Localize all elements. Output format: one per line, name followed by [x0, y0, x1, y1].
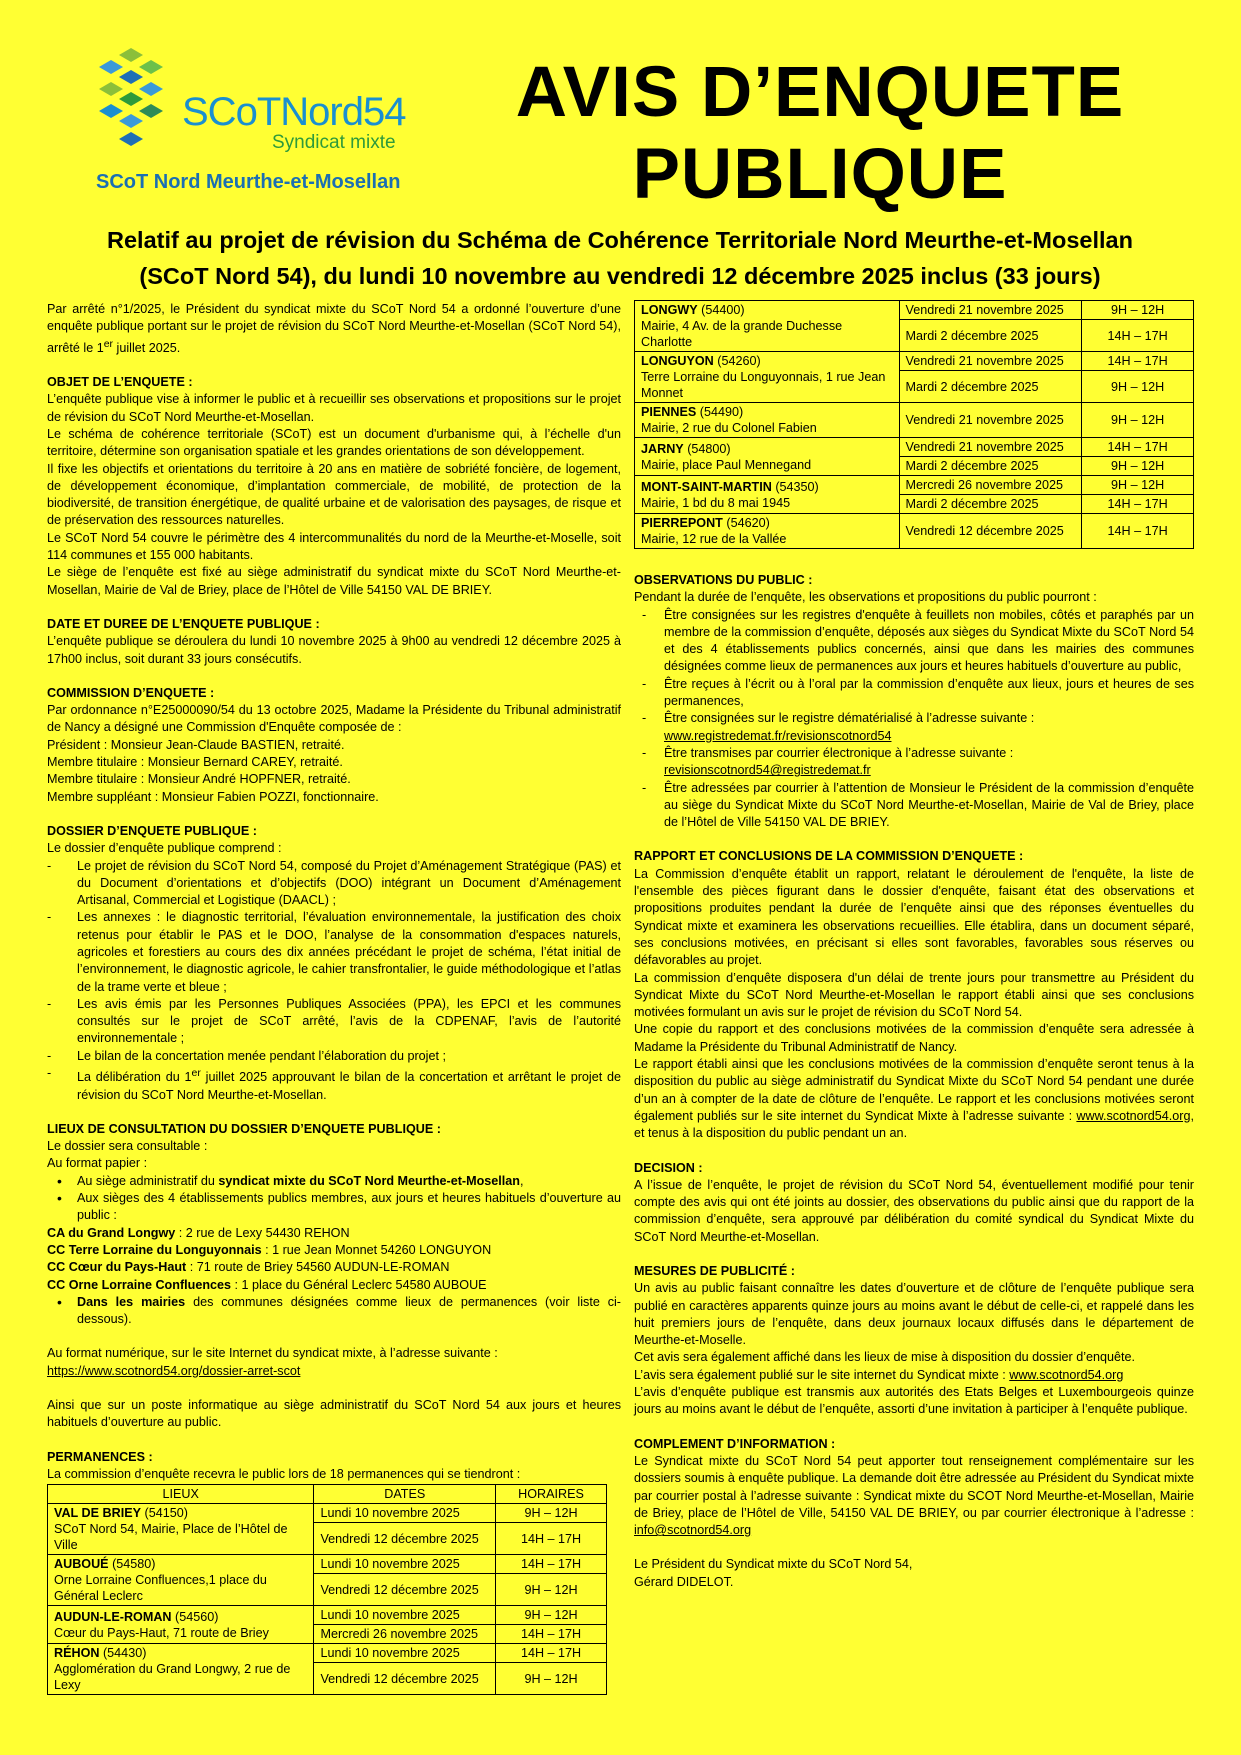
list-item: • Aux sièges des 4 établissements publics membres, aux jours et heures habituels d’ouverture au public : [47, 1190, 621, 1225]
dossier-i5-sup: er [191, 1067, 201, 1080]
lieu-cell [635, 301, 900, 352]
epci-4 [47, 1277, 621, 1294]
horaire-cell: 14H – 17H [1082, 320, 1194, 352]
table-row [48, 1606, 607, 1625]
scot-logo-icon [96, 48, 191, 158]
scot-website-link[interactable]: www.scotnord54.org [1076, 1108, 1191, 1123]
logo-caption: SCoT Nord Meurthe-et-Mosellan [96, 171, 401, 193]
date-cell: Vendredi 21 novembre 2025 [899, 438, 1082, 457]
logo-subtitle: Syndicat mixte [272, 132, 396, 153]
commission-member-1: Président : Monsieur Jean-Claude BASTIEN, retraité. [47, 737, 345, 752]
horaire-cell: 9H – 12H [1082, 371, 1194, 403]
date-cell: Vendredi 12 décembre 2025 [314, 1523, 496, 1555]
rapport-p4 [634, 1056, 1194, 1142]
lieux-b3-bold: Dans les mairies [77, 1294, 186, 1309]
lieu-name: RÉHON [54, 1646, 100, 1660]
dossier-i5-text-end: juillet 2025 approuvant le bilan de la concertation et arrêtant le projet de révision du SCoT Nord Meurthe-et-Mosellan. [77, 1070, 621, 1102]
dossier-heading: DOSSIER D’ENQUETE PUBLIQUE : [47, 823, 257, 838]
lieux-p2: Au format papier : [47, 1156, 148, 1171]
lieu-name: VAL DE BRIEY [54, 1506, 142, 1520]
table-row [48, 1644, 607, 1663]
date-p1: L’enquête publique se déroulera du lundi 10 novembre 2025 à 9h00 au vendredi 12 décembre 2025 à 17h00 inclus, soit durant 33 jours consécutifs. [47, 634, 621, 666]
obs-o4-text: Être transmises par courrier électronique à l’adresse suivante : [664, 745, 1014, 760]
lieu-address: Mairie, 12 rue de la Vallée [641, 532, 787, 546]
dossier-list [47, 858, 621, 1104]
epci-1-name: CA du Grand Longwy [47, 1225, 176, 1240]
observations-list [634, 607, 1194, 832]
permanences-table-left [47, 1484, 607, 1695]
logo-name: SCoTNord54 [182, 90, 406, 134]
list-item [47, 1294, 621, 1329]
horaire-cell: 9H – 12H [496, 1504, 607, 1523]
lieu-cell [48, 1606, 314, 1644]
lieu-address: Cœur du Pays-Haut, 71 route de Briey [54, 1625, 269, 1640]
lieu-code: (54430) [99, 1646, 147, 1660]
lieu-code: (54350) [771, 479, 819, 494]
list-item: - Être adressées par courrier à l’attention de Monsieur le Président de la commission d’enquête au siège du Syndicat Mixte du SCoT Nord Meurthe-et-Mosellan, Mairie de Val de Briey, place de l’Hôtel de Ville 54150 VAL DE BRIEY. [634, 780, 1194, 832]
date-cell: Vendredi 12 décembre 2025 [899, 514, 1082, 549]
registre-email-link[interactable]: revisionscotnord54@registredemat.fr [664, 763, 871, 778]
lieu-name: LONGUYON [641, 354, 714, 368]
lieu-address: Mairie, 1 bd du 8 mai 1945 [641, 495, 791, 510]
objet-p1: L’enquête publique vise à informer le public et à recueillir ses observations et propositions sur le projet de révision du SCoT Nord Meurthe-et-Mosellan. [47, 392, 621, 424]
lieu-code: (54620) [722, 516, 770, 530]
signature-line-2: Gérard DIDELOT. [634, 1574, 734, 1589]
lieux-list-2 [47, 1294, 621, 1329]
lieu-name: PIENNES [641, 405, 697, 419]
rapport-heading: RAPPORT ET CONCLUSIONS DE LA COMMISSION D’ENQUETE : [634, 849, 1024, 864]
lieu-cell [48, 1555, 314, 1606]
horaire-cell: 9H – 12H [1082, 403, 1194, 438]
publicite-p3 [634, 1367, 1194, 1384]
table-row [48, 1555, 607, 1574]
dossier-link[interactable]: https://www.scotnord54.org/dossier-arret-scot [47, 1363, 301, 1378]
list-item [634, 745, 1194, 780]
lieu-code: (54400) [697, 303, 745, 317]
horaire-cell: 14H – 17H [496, 1555, 607, 1574]
title-line-2: PUBLIQUE [632, 135, 1008, 214]
right-column [634, 572, 1194, 1591]
date-cell: Vendredi 21 novembre 2025 [899, 352, 1082, 371]
date-cell: Mercredi 26 novembre 2025 [314, 1625, 496, 1644]
lieu-address: Mairie, 2 rue du Colonel Fabien [641, 421, 817, 435]
lieu-code: (54800) [683, 441, 731, 456]
page-title [440, 52, 1200, 216]
date-cell: Lundi 10 novembre 2025 [314, 1555, 496, 1574]
epci-4-name: CC Orne Lorraine Confluences [47, 1277, 232, 1292]
decision-p1: A l’issue de l’enquête, le projet de révision du SCoT Nord 54, éventuellement modifié pour tenir compte des avis qui ont été joints au dossier, des observations du public ainsi que du rapport de la commission d’enquête, sera approuvé par délibération du comité syndical du Syndicat Mixte du SCoT Nord Meurthe-et-Mosellan. [634, 1177, 1194, 1244]
lieux-numerique: Au format numérique, sur le site Internet du syndicat mixte, à l’adresse suivante : [47, 1346, 498, 1361]
commission-member-4: Membre suppléant : Monsieur Fabien POZZI, fonctionnaire. [47, 789, 379, 804]
epci-1-address: : 2 rue de Lexy 54430 REHON [175, 1225, 350, 1240]
complement-text: Le Syndicat mixte du SCoT Nord 54 peut apporter tout renseignement complémentaire sur les dossiers soumis à enquête publique. La demande doit être adressée au Président du Syndicat mixte par courrier postal à l’adresse suivante : Syndicat mixte du SCOT Nord Meurthe-et-Mosellan, Mairie de Briey, place de l’Hôtel de Ville, 54150 VAL DE BRIEY, ou par courrier électronique à l’adresse : [634, 1453, 1194, 1520]
horaire-cell: 14H – 17H [1082, 438, 1194, 457]
objet-heading: OBJET DE L’ENQUETE : [47, 375, 193, 390]
complement-heading: COMPLEMENT D’INFORMATION : [634, 1436, 836, 1451]
lieu-name: LONGWY [641, 303, 698, 317]
list-item [47, 1173, 621, 1190]
horaire-cell: 14H – 17H [1082, 514, 1194, 549]
objet-p2: Le schéma de cohérence territoriale (SCoT) est un document d'urbanisme qui, à l’échelle d'un territoire, détermine son organisation spatiale et les grandes orientations de son développement. [47, 426, 621, 459]
table-row [635, 403, 1194, 438]
publicite-p4: L’avis d’enquête publique est transmis aux autorités des Etats Belges et Luxembourgeois quinze jours au moins avant le début de l’enquête, assorti d’une invitation à participer à l’enquête publique. [634, 1385, 1194, 1417]
horaire-cell: 14H – 17H [496, 1523, 607, 1555]
subtitle-line-1: Relatif au projet de révision du Schéma de Cohérence Territoriale Nord Meurthe-et-Mosellan [107, 227, 1133, 253]
commission-p1: Par ordonnance n°E25000090/54 du 13 octobre 2025, Madame la Présidente du Tribunal administratif de Nancy a désigné une Commission d'Enquête composée de : [47, 703, 621, 735]
horaire-cell: 9H – 12H [1082, 457, 1194, 476]
epci-4-address: : 1 place du Général Leclerc 54580 AUBOUE [231, 1277, 487, 1292]
table-row [635, 438, 1194, 457]
scot-website-link[interactable]: www.scotnord54.org [1009, 1367, 1124, 1382]
dossier-intro: Le dossier d’enquête publique comprend : [47, 841, 282, 856]
date-cell: Vendredi 12 décembre 2025 [314, 1574, 496, 1606]
observations-heading: OBSERVATIONS DU PUBLIC : [634, 573, 813, 587]
date-cell: Mardi 2 décembre 2025 [899, 457, 1082, 476]
lieu-code: (54150) [141, 1506, 188, 1520]
horaire-cell: 9H – 12H [1082, 301, 1194, 320]
horaire-cell: 9H – 12H [496, 1663, 607, 1695]
epci-2-name: CC Terre Lorraine du Longuyonnais [47, 1242, 262, 1257]
objet-p5: Le siège de l’enquête est fixé au siège administratif du syndicat mixte du SCoT Nord Meurthe-et-Mosellan, Mairie de Val de Briey, place de l’Hôtel de Ville 54150 VAL DE BRIEY. [47, 565, 621, 597]
subtitle-line-2: (SCoT Nord 54), du lundi 10 novembre au vendredi 12 décembre 2025 inclus (33 jours) [139, 263, 1101, 289]
publicite-p2: Cet avis sera également affiché dans les lieux de mise à disposition du dossier d’enquête. [634, 1350, 1136, 1365]
lieu-name: PIERREPONT [641, 516, 723, 530]
permanences-table-right [634, 300, 1194, 549]
date-cell: Vendredi 21 novembre 2025 [899, 403, 1082, 438]
lieu-name: JARNY [641, 441, 684, 456]
lieu-cell [635, 403, 900, 438]
date-cell: Mardi 2 décembre 2025 [899, 320, 1082, 352]
lieu-cell [48, 1644, 314, 1695]
date-cell: Mardi 2 décembre 2025 [899, 371, 1082, 403]
date-cell: Lundi 10 novembre 2025 [314, 1644, 496, 1663]
epci-1 [47, 1225, 621, 1242]
horaire-cell: 9H – 12H [496, 1574, 607, 1606]
lieu-code: (54260) [713, 354, 761, 368]
date-cell: Lundi 10 novembre 2025 [314, 1504, 496, 1523]
publicite-heading: MESURES DE PUBLICITÉ : [634, 1263, 795, 1278]
contact-email-link[interactable]: info@scotnord54.org [634, 1523, 752, 1538]
date-cell: Vendredi 12 décembre 2025 [314, 1663, 496, 1695]
obs-o3-text: Être consignées sur le registre dématérialisé à l’adresse suivante : [664, 711, 1035, 726]
list-item: - Les annexes : le diagnostic territorial, l’évaluation environnementale, la justification des choix retenus pour établir le PAS et le DOO, l’analyse de la consommation d'espaces naturels, agricoles et forestiers au cours des dix années précédant le projet de schéma, l’état initial de l’environnement, le diagnostic agricole, le cahier transfrontalier, le guide méthodologique et l’atlas de la trame verte et bleue ; [47, 909, 621, 995]
horaire-cell: 14H – 17H [1082, 495, 1194, 514]
lieu-cell [635, 352, 900, 403]
lieu-address: Mairie, place Paul Mennegand [641, 457, 812, 472]
lieux-b1-end: , [520, 1173, 524, 1188]
lieu-code: (54490) [696, 405, 744, 419]
observations-intro: Pendant la durée de l’enquête, les observations et propositions du public pourront : [634, 590, 1097, 605]
subtitle [40, 222, 1200, 294]
lieu-address: SCoT Nord 54, Mairie, Place de l’Hôtel de Ville [54, 1522, 288, 1552]
lieu-code: (54580) [108, 1557, 156, 1571]
lieu-address: Orne Lorraine Confluences,1 place du Général Leclerc [54, 1573, 267, 1603]
lieu-name: AUDUN-LE-ROMAN [54, 1609, 172, 1624]
table-row [635, 514, 1194, 549]
publicite-p3-text: L’avis sera également publié sur le site internet du Syndicat mixte : [634, 1367, 1006, 1382]
intro-text-end: juillet 2025. [113, 340, 181, 355]
list-item [634, 710, 1194, 745]
date-cell: Mercredi 26 novembre 2025 [899, 476, 1082, 495]
commission-heading: COMMISSION D’ENQUETE : [47, 685, 215, 700]
table-row [635, 301, 1194, 320]
table-row [635, 352, 1194, 371]
complement-p1 [634, 1453, 1194, 1539]
lieu-address: Agglomération du Grand Longwy, 2 rue de Lexy [54, 1662, 291, 1692]
registre-link[interactable]: www.registredemat.fr/revisionscotnord54 [664, 728, 892, 743]
lieux-p1: Le dossier sera consultable : [47, 1139, 208, 1154]
lieu-cell [635, 514, 900, 549]
epci-3-address: : 71 route de Briey 54560 AUDUN-LE-ROMAN [186, 1260, 450, 1275]
lieux-b1-text: Au siège administratif du [77, 1173, 219, 1188]
table-row [48, 1504, 607, 1523]
list-item: - Le projet de révision du SCoT Nord 54, composé du Projet d’Aménagement Stratégique (PAS) et du Document d’orientations et d’objectifs (DOO) intégrant un Document d’Aménagement Artisanal, Commercial et Logistique (DAACL) ; [47, 858, 621, 910]
date-cell: Vendredi 21 novembre 2025 [899, 301, 1082, 320]
table-row [635, 476, 1194, 495]
lieu-name: MONT-SAINT-MARTIN [641, 479, 772, 494]
intro-text: Par arrêté n°1/2025, le Président du syndicat mixte du SCoT Nord 54 a ordonné l’ouverture d’une enquête publique portant sur le projet de révision du SCoT Nord Meurthe-et-Mosellan (SCoT Nord 54), arrêté le 1 [47, 302, 621, 355]
lieu-name: AUBOUÉ [54, 1557, 109, 1571]
lieux-list [47, 1173, 621, 1225]
lieux-b1-bold: syndicat mixte du SCoT Nord Meurthe-et-Mosellan [218, 1173, 520, 1188]
objet-p3: Il fixe les objectifs et orientations du territoire à 20 ans en matière de sobriété foncière, de logement, de développement économique, d’implantation commerciale, de mobilité, de protection de la biodiversité, de transition énergétique, de qualité urbaine et de valorisation des paysages, de risque et de préservation des ressources naturelles. [47, 461, 621, 528]
list-item [47, 1065, 621, 1104]
epci-3 [47, 1259, 621, 1276]
commission-member-2: Membre titulaire : Monsieur Bernard CAREY, retraité. [47, 755, 343, 770]
intro-paragraph [47, 301, 621, 357]
left-column [47, 301, 621, 1483]
lieu-cell [48, 1504, 314, 1555]
decision-heading: DECISION : [634, 1160, 703, 1175]
horaire-cell: 14H – 17H [496, 1644, 607, 1663]
col-header-horaires: HORAIRES [496, 1485, 607, 1504]
horaire-cell: 9H – 12H [496, 1606, 607, 1625]
rapport-p1: La Commission d’enquête établit un rapport, relatant le déroulement de l'enquête, la liste de l'ensemble des pièces figurant dans le dossier d'enquête, faisant état des observations et propositions produites pendant la durée de l’enquête ainsi que des réponses éventuelles du Syndicat mixte et examinera les observations recueillies. Elle établira, dans un document séparé, ses conclusions motivées, en précisant si elles sont favorables, favorables sous réserves ou défavorables au projet. [634, 866, 1194, 968]
lieux-poste: Ainsi que sur un poste informatique au siège administratif du SCoT Nord 54 aux jours et heures habituels d’ouverture au public. [47, 1398, 621, 1430]
permanences-intro: La commission d’enquête recevra le public lors de 18 permanences qui se tiendront : [47, 1466, 521, 1481]
lieu-address: Terre Lorraine du Longuyonnais, 1 rue Jean Monnet [641, 370, 886, 400]
date-cell: Lundi 10 novembre 2025 [314, 1606, 496, 1625]
horaire-cell: 14H – 17H [1082, 352, 1194, 371]
lieux-url-line [47, 1363, 621, 1380]
logo [96, 48, 416, 198]
lieu-cell [635, 438, 900, 476]
publicite-p1: Un avis au public faisant connaître les dates d’ouverture et de clôture de l’enquête publique sera publié en caractères apparents quinze jours au moins avant le début de celle-ci, et rappelé dans les huit premiers jours de l’enquête, dans deux journaux locaux diffusés dans le département de Meurthe-et-Moselle. [634, 1281, 1194, 1348]
permanences-heading: PERMANENCES : [47, 1449, 153, 1464]
lieu-address: Mairie, 4 Av. de la grande Duchesse Charlotte [641, 319, 843, 349]
epci-3-name: CC Cœur du Pays-Haut [47, 1260, 187, 1275]
commission-member-3: Membre titulaire : Monsieur André HOPFNER, retraité. [47, 772, 351, 787]
lieux-heading: LIEUX DE CONSULTATION DU DOSSIER D’ENQUETE PUBLIQUE : [47, 1121, 441, 1136]
list-item: - Être consignées sur les registres d'enquête à feuillets non mobiles, côtés et paraphés par un membre de la commission d’enquête, déposés aux sièges du Syndicat Mixte du SCoT Nord 54 et des 4 établissements publics concernés, ainsi que dans les mairies des communes désignées comme lieux de permanences aux jours et heures habituels d’ouverture au public, [634, 607, 1194, 676]
list-item: - Être reçues à l’écrit ou à l’oral par la commission d’enquête aux lieux, jours et heures de ses permanences, [634, 676, 1194, 711]
signature-line-1: Le Président du Syndicat mixte du SCoT Nord 54, [634, 1557, 913, 1572]
col-header-dates: DATES [314, 1485, 496, 1504]
col-header-lieux: LIEUX [48, 1485, 314, 1504]
date-cell: Mardi 2 décembre 2025 [899, 495, 1082, 514]
intro-sup: er [103, 337, 114, 350]
list-item: - Le bilan de la concertation menée pendant l’élaboration du projet ; [47, 1048, 621, 1065]
dossier-i5-text: La délibération du 1 [77, 1070, 192, 1085]
date-heading: DATE ET DUREE DE L’ENQUETE PUBLIQUE : [47, 616, 320, 631]
objet-p4: Le SCoT Nord 54 couvre le périmètre des 4 intercommunalités du nord de la Meurthe-et-Moselle, soit 114 communes et 155 000 habitants. [47, 530, 621, 563]
rapport-p4-end: , et tenus à la disposition du public pendant un an. [634, 1108, 1194, 1141]
rapport-p4-text: Le rapport établi ainsi que les conclusions motivées de la commission d’enquête seront tenus à la disposition du public au siège administratif du Syndicat Mixte du SCoT Nord 54 pendant une durée d’un an à compter de la date de clôture de l’enquête. Le rapport et les conclusions motivées seront également publiés sur le site internet du Syndicat Mixte à l’adresse suivante : [634, 1057, 1194, 1123]
title-line-1: AVIS D’ENQUETE [515, 53, 1125, 132]
list-item: - Les avis émis par les Personnes Publiques Associées (PPA), les EPCI et les communes consultés sur le projet de SCoT arrêté, l’avis de la CDPENAF, l’avis de l’autorité environnementale ; [47, 996, 621, 1048]
lieu-code: (54560) [171, 1609, 219, 1624]
horaire-cell: 9H – 12H [1082, 476, 1194, 495]
epci-2 [47, 1242, 621, 1259]
rapport-p2: La commission d’enquête disposera d'un délai de trente jours pour transmettre au Président du Syndicat Mixte du SCoT Nord Meurthe-et-Mosellan le rapport établi ainsi que ses conclusions motivées formulant un avis sur le projet de révision du SCoT Nord 54. [634, 970, 1194, 1020]
epci-2-address: : 1 rue Jean Monnet 54260 LONGUYON [261, 1242, 492, 1257]
lieux-b3-text: des communes désignées comme lieux de permanences (voir liste ci-dessous). [77, 1294, 621, 1327]
lieu-cell [635, 476, 900, 514]
rapport-p3: Une copie du rapport et des conclusions motivées de la commission d’enquête sera adressée à Madame la Présidente du Tribunal Administratif de Nancy. [634, 1022, 1194, 1054]
horaire-cell: 14H – 17H [496, 1625, 607, 1644]
